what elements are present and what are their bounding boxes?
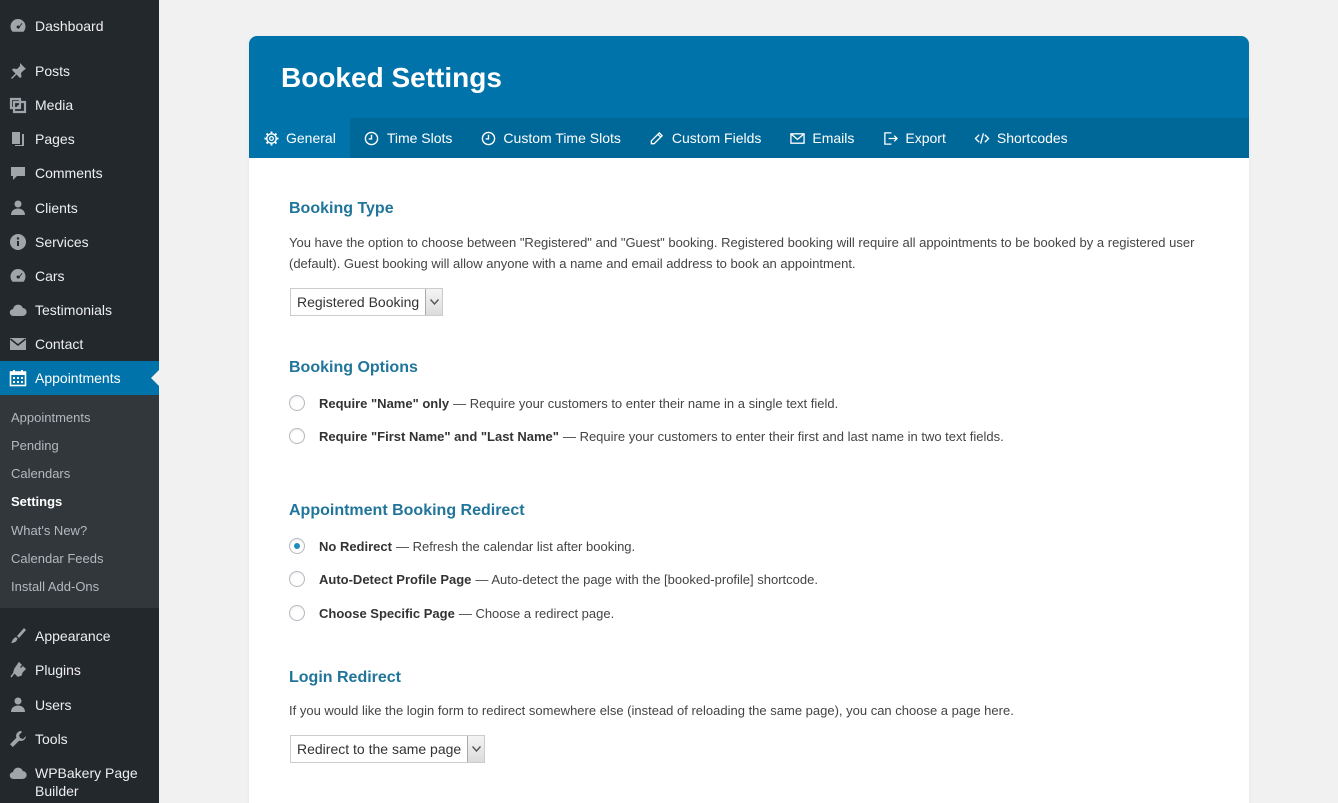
option-label: Choose Specific Page: [319, 605, 455, 621]
wrench-icon: [7, 729, 29, 749]
menu-label: Dashboard: [35, 18, 104, 34]
cloud-icon: [7, 763, 29, 783]
radio-button[interactable]: [289, 395, 305, 411]
radio-button[interactable]: [289, 571, 305, 587]
tab-label: General: [286, 130, 336, 146]
radio-button[interactable]: [289, 428, 305, 444]
menu-media[interactable]: [0, 88, 159, 122]
submenu-calendar-feeds[interactable]: Calendar Feeds: [11, 551, 104, 566]
menu-testimonials[interactable]: [0, 293, 159, 327]
comment-icon: [7, 163, 29, 183]
login-redirect-description: If you would like the login form to redirect somewhere else (instead of reloading the same page), you can choose a page here.: [289, 703, 1014, 718]
menu-label: Appointments: [35, 370, 121, 386]
radio-button[interactable]: [289, 605, 305, 621]
menu-label: Testimonials: [35, 302, 113, 318]
tab-label: Export: [905, 130, 946, 146]
menu-posts[interactable]: [0, 54, 159, 88]
info-icon: [7, 232, 29, 252]
option-name-only: [289, 395, 838, 411]
booking-type-title: Booking Type: [289, 200, 394, 217]
gear-icon: [263, 130, 279, 146]
pages-icon: [7, 129, 29, 149]
redirect-title: Appointment Booking Redirect: [289, 502, 525, 519]
option-specific-page: [289, 605, 614, 621]
menu-users[interactable]: [0, 688, 159, 722]
dashboard-icon: [7, 16, 29, 36]
tab-custom-time-slots[interactable]: [466, 118, 634, 158]
menu-label: Tools: [35, 731, 68, 747]
menu-label: Clients: [35, 200, 78, 216]
menu-cars[interactable]: [0, 259, 159, 293]
menu-clients[interactable]: [0, 191, 159, 225]
chevron-down-icon: [467, 736, 484, 762]
tab-export[interactable]: [868, 118, 959, 158]
tab-shortcodes[interactable]: [960, 118, 1082, 158]
settings-tabs: [249, 118, 1249, 158]
menu-dashboard[interactable]: [0, 9, 159, 43]
submenu-appointments[interactable]: Appointments: [11, 410, 91, 425]
menu-label: Services: [35, 234, 89, 250]
radio-button[interactable]: [289, 538, 305, 554]
pencil-icon: [649, 130, 665, 146]
plug-icon: [7, 660, 29, 680]
booking-type-select[interactable]: [290, 288, 443, 316]
menu-appointments[interactable]: [0, 361, 159, 395]
option-no-redirect: [289, 538, 635, 554]
menu-appearance[interactable]: [0, 619, 159, 653]
menu-label: Comments: [35, 165, 103, 181]
option-desc: — Refresh the calendar list after booking.: [395, 538, 636, 554]
person-icon: [7, 198, 29, 218]
submenu-pending[interactable]: Pending: [11, 438, 59, 453]
brush-icon: [7, 626, 29, 646]
menu-plugins[interactable]: [0, 653, 159, 687]
select-value: Redirect to the same page: [297, 741, 462, 757]
dashboard-icon: [7, 266, 29, 286]
appointments-submenu: [0, 395, 159, 608]
option-desc: — Choose a redirect page.: [458, 605, 615, 621]
tab-label: Emails: [812, 130, 855, 146]
option-desc: — Require your customers to enter their first and last name in two text fields.: [562, 428, 1004, 444]
booking-options-title: Booking Options: [289, 359, 418, 376]
clock-icon: [480, 130, 496, 146]
login-redirect-select[interactable]: [290, 735, 485, 763]
menu-label: Contact: [35, 336, 84, 352]
tab-label: Time Slots: [386, 130, 453, 146]
tab-custom-fields[interactable]: [635, 118, 775, 158]
submenu-whats-new[interactable]: What's New?: [11, 523, 88, 538]
settings-panel: [249, 36, 1249, 803]
export-icon: [882, 130, 898, 146]
tab-label: Shortcodes: [996, 130, 1068, 146]
option-label: Auto-Detect Profile Page: [319, 571, 472, 587]
pin-icon: [7, 61, 29, 81]
menu-label: Pages: [35, 131, 75, 147]
code-icon: [974, 130, 990, 146]
menu-pages[interactable]: [0, 122, 159, 156]
menu-label: Appearance: [35, 628, 111, 644]
option-label: Require "Name" only: [319, 395, 450, 411]
menu-wpbakery[interactable]: [0, 760, 159, 803]
menu-label: Plugins: [35, 662, 81, 678]
login-redirect-title: Login Redirect: [289, 669, 402, 686]
option-label: No Redirect: [319, 538, 392, 554]
person-icon: [7, 695, 29, 715]
menu-services[interactable]: [0, 225, 159, 259]
submenu-settings[interactable]: Settings: [11, 494, 63, 509]
menu-label: Posts: [35, 63, 71, 79]
booking-type-description: You have the option to choose between "Registered" and "Guest" booking. Registered booking will require all appointments to be booked by a registered user (default). Guest booking will allow anyone with a name and email address to book an appointment.: [289, 235, 1195, 271]
menu-label: WPBakery Page Builder: [35, 765, 138, 799]
select-value: Registered Booking: [297, 294, 420, 310]
option-auto-detect: [289, 571, 818, 587]
calendar-icon: [7, 368, 29, 388]
cloud-icon: [7, 300, 29, 320]
tab-general[interactable]: [249, 118, 350, 158]
menu-label: Users: [35, 697, 72, 713]
tab-label: Custom Fields: [671, 130, 762, 146]
menu-tools[interactable]: [0, 722, 159, 756]
tab-time-slots[interactable]: [350, 118, 467, 158]
option-desc: — Auto-detect the page with the [booked-profile] shortcode.: [475, 571, 818, 587]
envelope-icon: [789, 130, 805, 146]
submenu-calendars[interactable]: Calendars: [11, 466, 71, 481]
menu-comments[interactable]: [0, 156, 159, 190]
media-icon: [7, 95, 29, 115]
menu-label: Media: [35, 97, 74, 113]
menu-label: Cars: [35, 268, 65, 284]
option-label: Require "First Name" and "Last Name": [319, 428, 559, 444]
tab-emails[interactable]: [775, 118, 868, 158]
menu-contact[interactable]: [0, 327, 159, 361]
clock-icon: [364, 130, 380, 146]
option-first-last-name: [289, 428, 1004, 444]
admin-sidebar: [0, 0, 159, 803]
tab-label: Custom Time Slots: [503, 130, 621, 146]
option-desc: — Require your customers to enter their name in a single text field.: [453, 395, 839, 411]
panel-header: [249, 36, 1249, 118]
submenu-install-add-ons[interactable]: Install Add-Ons: [11, 579, 100, 594]
page-title: Booked Settings: [281, 62, 502, 93]
chevron-down-icon: [425, 289, 442, 315]
envelope-icon: [7, 334, 29, 354]
